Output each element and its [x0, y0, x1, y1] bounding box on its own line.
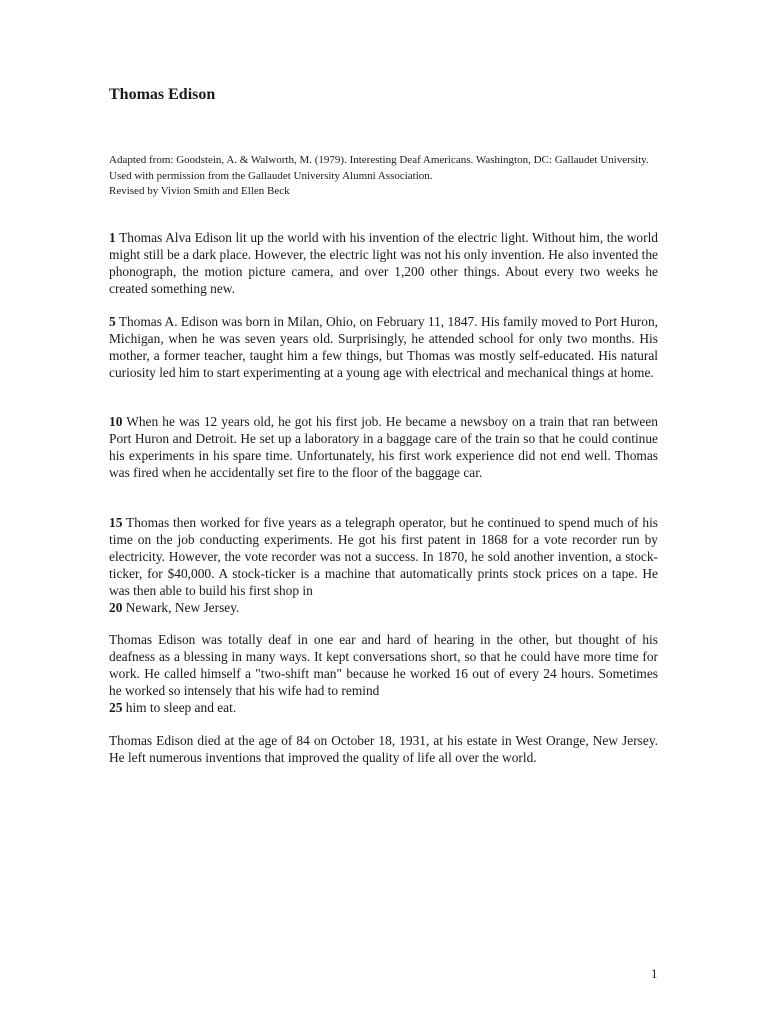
citation-permission: Used with permission from the Gallaudet University Alumni Association.: [109, 169, 433, 182]
paragraph-text: When he was 12 years old, he got his first job. He became a newsboy on a train that ran between Port Huron and Detroit. He set up a laboratory in a baggage care of the train so that he could continue his experiments in his spare time. Unfortunately, his first work experience did not end well. Thomas was fired when he accidentally set fire to the floor of the baggage car.: [109, 414, 659, 480]
line-number: 20: [109, 600, 123, 615]
page-number: 1: [651, 966, 658, 981]
document-title: Thomas Edison: [109, 86, 216, 103]
paragraph-text-continued: Newark, New Jersey.: [125, 600, 240, 615]
paragraph-text: Thomas Edison died at the age of 84 on October 18, 1931, at his estate in West Orange, New Jersey. He left numerous inventions that improved the quality of life all over the world.: [109, 733, 658, 765]
line-number: 10: [109, 414, 123, 429]
line-number: 15: [109, 515, 123, 530]
line-number: 25: [109, 700, 123, 715]
citation-block: [109, 153, 658, 200]
paragraph-2: [109, 313, 658, 381]
paragraph-6: [109, 732, 658, 766]
line-number: 1: [109, 230, 116, 245]
line-number: 5: [109, 314, 116, 329]
paragraph-text-continued: him to sleep and eat.: [125, 700, 237, 715]
citation-source: Adapted from: Goodstein, A. & Walworth, M. (1979). Interesting Deaf Americans. Washington, DC: Gallaudet University.: [109, 154, 649, 166]
paragraph-4: [109, 514, 658, 616]
paragraph-1: [109, 229, 658, 297]
paragraph-text: Thomas Edison was totally deaf in one ear and hard of hearing in the other, but thought of his deafness as a blessing in many ways. It kept conversations short, so that he could have more time for work. He called himself a "two-shift man" because he worked 16 out of every 24 hours. Sometimes he worked so intensely that his wife had to remind: [109, 632, 658, 698]
paragraph-text: Thomas then worked for five years as a telegraph operator, but he continued to spend much of his time on the job conducting experiments. He got his first patent in 1868 for a vote recorder run by electricity. However, the vote recorder was not a success. In 1870, he sold another invention, a stock-ticker, for $40,000. A stock-ticker is a machine that automatically prints stock prices on a tape. He was then able to build his first shop in: [109, 515, 658, 598]
citation-revision: Revised by Vivion Smith and Ellen Beck: [109, 185, 290, 197]
paragraph-5: [109, 631, 658, 716]
paragraph-3: [109, 413, 658, 481]
paragraph-text: Thomas A. Edison was born in Milan, Ohio, on February 11, 1847. His family moved to Port Huron, Michigan, when he was seven years old. Surprisingly, he attended school for only two months. His mother, a former teacher, taught him a few things, but Thomas was mostly self-educated. His natural curiosity led him to start experimenting at a young age with electrical and mechanical things at home.: [109, 314, 658, 380]
paragraph-text: Thomas Alva Edison lit up the world with his invention of the electric light. Without him, the world might still be a dark place. However, the electric light was not his only invention. He also invented the phonograph, the motion picture camera, and over 1,200 other things. About every two weeks he created something new.: [109, 230, 658, 296]
